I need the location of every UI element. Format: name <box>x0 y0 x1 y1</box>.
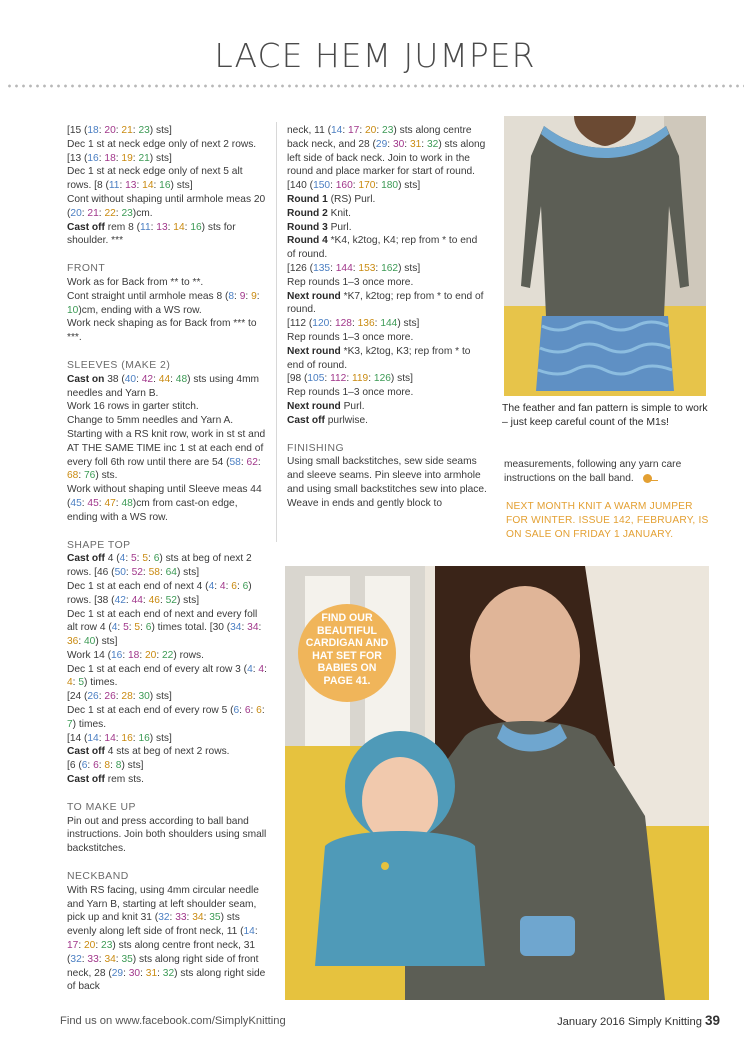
heading-finishing: FINISHING <box>287 442 345 454</box>
heading-shape-top: SHAPE TOP <box>67 539 131 551</box>
footer-issue <box>557 1013 720 1028</box>
page-title: LACE HEM JUMPER <box>214 36 536 75</box>
badge-line: BEAUTIFUL <box>316 624 378 637</box>
page-number: 39 <box>704 1013 720 1028</box>
badge-line: PAGE 41. <box>323 674 371 687</box>
photo-caption: The feather and fan pattern is simple to work – just keep careful count of the M1s! <box>502 403 708 428</box>
jumper-back-photo <box>504 116 706 396</box>
promo-badge <box>298 604 396 702</box>
heading-to-make-up: TO MAKE UP <box>67 801 136 813</box>
footer-facebook: Find us on www.facebook.com/SimplyKnitting <box>60 1015 286 1027</box>
pattern-column-1: [15 (18: 20: 21: 23) sts] Dec 1 st at neck edge only of next 2 rows. [13 (16: 18: 19: 21) sts] Dec 1 st at neck edge only of next 5 alt rows. [8 (11: 13: 14: 16) sts] Cont without shaping until armhole meas 20 (20: 21: 22: 23)cm. Cast off rem 8 (11: 13: 14: 16) sts for shoulder. *** FRONT Work as for Back from ** to **. Cont straight until armhole meas 8 (8: 9: 9: 10)cm, ending with a WS row. Work neck shaping as for Back from *** to ***. SLEEVES (MAKE 2) Cast on 38 (40: 42: 44: 48) sts using 4mm needles and Yarn B. Work 16 rows in garter stitch. Change to 5mm needles and Yarn A. Starting with a RS knit row, work in st st and AT THE SAME TIME inc 1 st at each end of every foll 6th row until there are 54 (58: 62: 68: 76) sts. Work without shaping until Sleeve meas 44 (45: 45: 47: 48)cm from cast-on edge, ending with a WS row. SHAPE TOP Cast off 4 (4: 5: 5: 6) sts at beg of next 2 rows. [46 (50: 52: 58: 64) sts] Dec 1 st at each end of next 4 (4: 4: 6: 6) rows. [38 (42: 44: 46: 52) sts] Dec 1 st at each end of next and every foll alt row 4 (4: 5: 5: 6) times total. [30 (34: 34: 36: 40) sts] Work 14 (16: 18: 20: 22) rows. Dec 1 st at each end of every alt row 3 (4: 4: 4: 5) times. [24 (26: 26: 28: 30) sts] Dec 1 st at each end of every row 5 (6: 6: 6: 7) times. [14 (14: 14: 16: 16) sts] Cast off 4 sts at beg of next 2 rows. [6 (6: 6: 8: 8) sts] Cast off rem sts. TO MAKE UP Pin out and press according to ball band instructions. Join both shoulders using small backstitches. NECKBAND With RS facing, using 4mm circular needle and Yarn B, starting at left shoulder seam, pick up and knit 31 (32: 33: 34: 35) sts evenly along left side of front neck, 11 (14: 17: 20: 23) sts along centre front neck, 31 (32: 33: 34: 35) sts along right side of front neck, 28 (29: 30: 31: 32) sts along right side of back <box>67 125 267 993</box>
badge-line: BABIES ON <box>317 662 377 675</box>
badge-line: HAT SET FOR <box>312 649 382 662</box>
pattern-column-3: measurements, following any yarn care instructions on the ball band. <box>504 459 682 484</box>
heading-sleeves: SLEEVES (MAKE 2) <box>67 359 171 371</box>
heading-neckband: NECKBAND <box>67 871 129 883</box>
footer-issue-text: January 2016 Simply Knitting <box>557 1016 702 1028</box>
dotted-divider <box>6 84 744 88</box>
pattern-column-2: neck, 11 (14: 17: 20: 23) sts along centre back neck, and 28 (29: 30: 31: 32) sts along left side of back neck. Join to work in the round and place marker for start of round. [140 (150: 160: 170: 180) sts] Round 1 (RS) Purl. Round 2 Knit. Round 3 Purl. Round 4 *K4, k2tog, K4; rep from * to end of round. [126 (135: 144: 153: 162) sts] Rep rounds 1–3 once more. Next round *K7, k2tog; rep from * to end of round. [112 (120: 128: 136: 144) sts] Rep rounds 1–3 once more. Next round *K3, k2tog, K3; rep from * to end of round. [98 (105: 112: 119: 126) sts] Rep rounds 1–3 once more. Next round Purl. Cast off purlwise. FINISHING Using small backstitches, sew side seams and sleeve seams. Pin sleeve into armhole and using small backstitches sew into place. Weave in ends and gently block to <box>287 125 487 509</box>
yarn-ball-icon <box>643 474 652 483</box>
next-month-promo: NEXT MONTH KNIT A WARM JUMPER FOR WINTER. ISSUE 142, FEBRUARY, IS ON SALE ON FRIDAY 1 JANUARY. <box>506 501 709 540</box>
badge-line: FIND OUR <box>321 612 373 624</box>
badge-line: CARDIGAN AND <box>305 637 389 650</box>
column-divider <box>276 122 277 542</box>
heading-front: FRONT <box>67 263 106 275</box>
